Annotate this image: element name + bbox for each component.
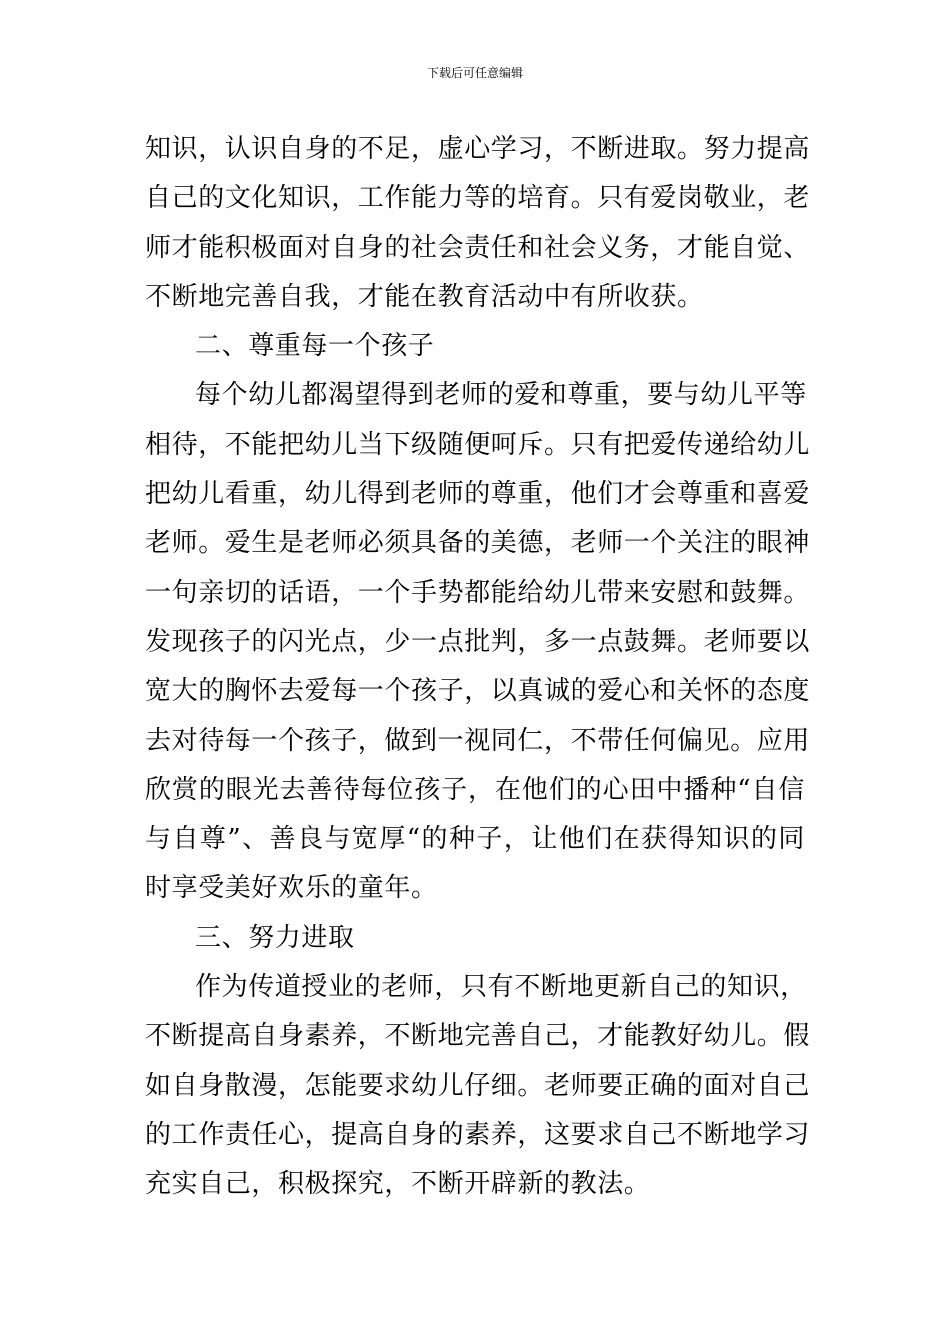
body-line: 时享受美好欢乐的童年。 bbox=[145, 873, 438, 904]
body-line: 不断提高自身素养，不断地完善自己，才能教好幼儿。假 bbox=[145, 1021, 811, 1052]
body-line: 相待，不能把幼儿当下级随便呵斥。只有把爱传递给幼儿 bbox=[145, 429, 811, 460]
body-line: 欣赏的眼光去善待每位孩子，在他们的心田中播种“自信 bbox=[145, 774, 805, 805]
body-line: 每个幼儿都渴望得到老师的爱和尊重，要与幼儿平等 bbox=[195, 380, 807, 411]
body-line: 作为传道授业的老师，只有不断地更新自己的知识， bbox=[195, 972, 807, 1003]
body-line: 宽大的胸怀去爱每一个孩子，以真诚的爱心和关怀的态度 bbox=[145, 676, 811, 707]
document-body bbox=[145, 125, 811, 1210]
body-line: 与自尊”、善良与宽厚“的种子，让他们在获得知识的同 bbox=[145, 824, 805, 855]
body-line: 师才能积极面对自身的社会责任和社会义务，才能自觉、 bbox=[145, 232, 811, 263]
body-line: 发现孩子的闪光点，少一点批判，多一点鼓舞。老师要以 bbox=[145, 626, 811, 657]
body-line: 的工作责任心，提高自身的素养，这要求自己不断地学习 bbox=[145, 1119, 811, 1150]
body-line: 去对待每一个孩子，做到一视同仁，不带任何偏见。应用 bbox=[145, 725, 811, 756]
body-line: 自己的文化知识，工作能力等的培育。只有爱岗敬业，老 bbox=[145, 183, 811, 214]
body-line: 一句亲切的话语，一个手势都能给幼儿带来安慰和鼓舞。 bbox=[145, 577, 811, 608]
body-line: 如自身散漫，怎能要求幼儿仔细。老师要正确的面对自己 bbox=[145, 1070, 811, 1101]
section-heading: 二、尊重每一个孩子 bbox=[195, 331, 435, 362]
body-line: 不断地完善自我，才能在教育活动中有所收获。 bbox=[145, 281, 704, 312]
page-header: 下载后可任意编辑 bbox=[426, 66, 523, 80]
body-line: 知识，认识自身的不足，虚心学习，不断进取。努力提高 bbox=[145, 134, 811, 164]
body-line: 充实自己，积极探究，不断开辟新的教法。 bbox=[145, 1169, 651, 1200]
section-heading: 三、努力进取 bbox=[195, 922, 355, 953]
body-line: 把幼儿看重，幼儿得到老师的尊重，他们才会尊重和喜爱 bbox=[145, 479, 811, 510]
body-line: 老师。爱生是老师必须具备的美德，老师一个关注的眼神 bbox=[145, 528, 811, 559]
